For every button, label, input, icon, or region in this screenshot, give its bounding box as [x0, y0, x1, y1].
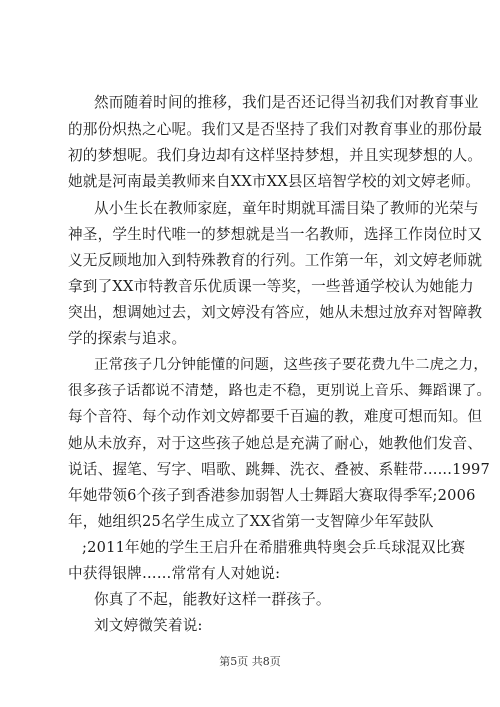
text-line: 神圣，学生时代唯一的梦想就是当一名教师，选择工作岗位时又: [68, 226, 483, 243]
text-line: 学的探索与追求。: [68, 330, 187, 347]
text-line: 说话、握笔、写字、唱歌、跳舞、洗衣、叠被、系鞋带......1997: [68, 461, 491, 478]
text-line: 很多孩子话都说不清楚，路也走不稳，更别说上音乐、舞蹈课了。: [68, 383, 492, 399]
text-line: 的那份炽热之心呢。我们又是否坚持了我们对教育事业的那份最: [68, 121, 483, 138]
text-line: 刘文婷微笑着说:: [94, 617, 203, 634]
text-line: 拿到了XX市特教音乐优质课一等奖，一些普通学校认为她能力: [68, 278, 474, 295]
page-footer: 第5页 共8页: [219, 655, 281, 668]
text-line: 正常孩子几分钟能懂的问题，这些孩子要花费九牛二虎之力，: [94, 357, 488, 373]
text-line: 她从未放弃，对于这些孩子她总是充满了耐心，她教他们发音、: [68, 435, 483, 452]
text-line: 初的梦想呢。我们身边却有这样坚持梦想，并且实现梦想的人。: [68, 147, 483, 164]
text-line: 然而随着时间的推移，我们是否还记得当初我们对教育事业: [94, 94, 479, 111]
text-line: 年，她组织25名学生成立了XX省第一支智障少年军鼓队: [68, 513, 434, 530]
text-line: 突出，想调她过去，刘文婷没有答应，她从未想过放弃对智障教: [68, 304, 483, 321]
text-line: ;2011年她的学生王启升在希腊雅典特奥会乒乓球混双比赛: [82, 539, 466, 556]
text-line: 中获得银牌……常常有人对她说:: [68, 565, 281, 582]
text-line: 她就是河南最美教师来自XX市XX县区培智学校的刘文婷老师。: [68, 173, 481, 190]
text-line: 你真了不起，能教好这样一群孩子。: [94, 591, 331, 608]
text-line: 义无反顾地加入到特殊教育的行列。工作第一年，刘文婷老师就: [68, 252, 483, 269]
text-line: 年她带领6个孩子到香港参加弱智人士舞蹈大赛取得季军;2006: [68, 487, 476, 504]
text-line: 从小生长在教师家庭，童年时期就耳濡目染了教师的光荣与: [94, 200, 479, 217]
text-line: 每个音符、每个动作刘文婷都要千百遍的教，难度可想而知。但: [68, 408, 483, 425]
